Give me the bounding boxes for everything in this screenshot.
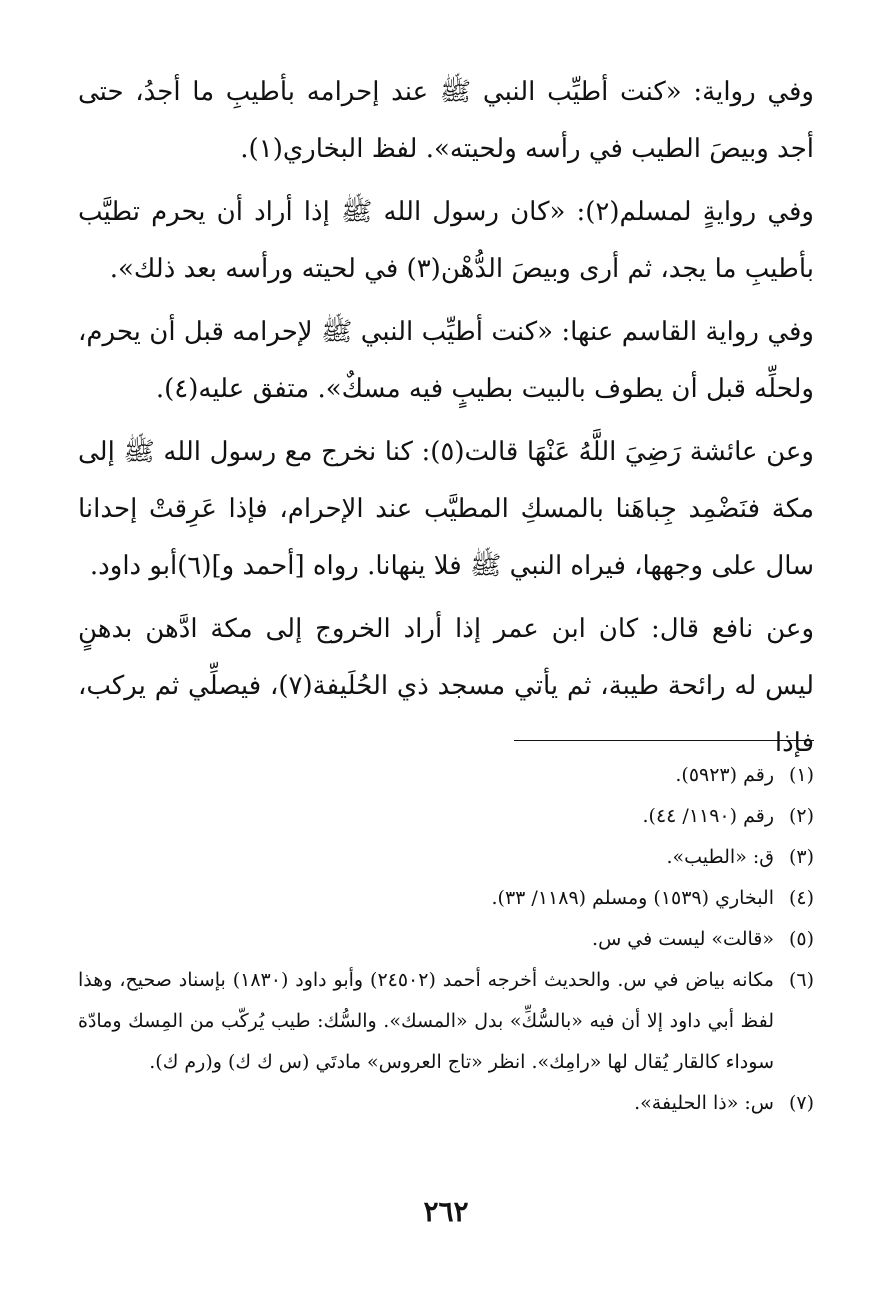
footnote-text: س: «ذا الحليفة».: [634, 1092, 774, 1114]
footnote-number: (٤): [788, 887, 814, 909]
footnote-text: ق: «الطيب».: [666, 846, 774, 868]
paragraph: وعن عائشة رَضِيَ اللَّهُ عَنْهَا قالت(٥): كنا نخرج مع رسول الله ﷺ إلى مكة فنَضْمِد جِباهَنا بالمسكِ المطيَّب عند الإحرام، فإذا عَرِقتْ إحدانا سال على وجهها، فيراه النبي ﷺ فلا ينهانا. رواه [أحمد و](٦)أبو داود.: [78, 437, 814, 581]
footnote-text: رقم (٥٩٢٣).: [675, 764, 774, 786]
footnote-number: (٦): [788, 969, 814, 991]
book-page: [78, 60, 814, 1260]
footnote: [78, 796, 814, 837]
footnote: [78, 755, 814, 796]
paragraph: وفي رواية: «كنت أطيِّب النبي ﷺ عند إحرامه بأطيبِ ما أجدُ، حتى أجد وبيصَ الطيب في رأسه ولحيته». لفظ البخاري(١).: [78, 77, 814, 164]
footnote-separator: [514, 740, 814, 741]
footnote: [78, 960, 814, 1083]
footnote-number: (٢): [788, 805, 814, 827]
footnote-text: رقم (١١٩٠/ ٤٤).: [642, 805, 774, 827]
footnote-text: مكانه بياض في س. والحديث أخرجه أحمد (٢٤٥٠٢) وأبو داود (١٨٣٠) بإسناد صحيح، وهذا لفظ أبي داود إلا أن فيه «بالسُّكِّ» بدل «المسك». والسُّك: طيب يُركّب من المِسك ومادّة سوداء كالقار يُقال لها «رامِك». انظر «تاج العروس» مادتَي (س ك ك) و(رم ك).: [78, 969, 774, 1073]
main-text: [78, 64, 814, 772]
paragraph: وفي روايةٍ لمسلم(٢): «كان رسول الله ﷺ إذا أراد أن يحرم تطيَّب بأطيبِ ما يجد، ثم أرى وبيصَ الدُّهْن(٣) في لحيته ورأسه بعد ذلك».: [78, 197, 814, 284]
footnote-text: البخاري (١٥٣٩) ومسلم (١١٨٩/ ٣٣).: [491, 887, 774, 909]
page-number: ٢٦٢: [423, 1195, 469, 1228]
footnote-number: (٥): [788, 928, 814, 950]
footnotes: [78, 755, 814, 1124]
paragraph: وعن نافع قال: كان ابن عمر إذا أراد الخروج إلى مكة ادَّهن بدهنٍ ليس له رائحة طيبة، ثم يأتي مسجد ذي الحُلَيفة(٧)، فيصلِّي ثم يركب، فإذا: [78, 614, 814, 758]
footnote-text: «قالت» ليست في س.: [592, 928, 774, 950]
footnote-number: (١): [788, 764, 814, 786]
footnote: [78, 919, 814, 960]
footnote: [78, 1083, 814, 1124]
footnote-number: (٣): [788, 846, 814, 868]
footnote-number: (٧): [788, 1092, 814, 1114]
footnote: [78, 878, 814, 919]
footnote: [78, 837, 814, 878]
paragraph: وفي رواية القاسم عنها: «كنت أطيِّب النبي ﷺ لإحرامه قبل أن يحرم، ولحلِّه قبل أن يطوف بالبيت بطيبٍ فيه مسكٌ». متفق عليه(٤).: [78, 317, 814, 404]
